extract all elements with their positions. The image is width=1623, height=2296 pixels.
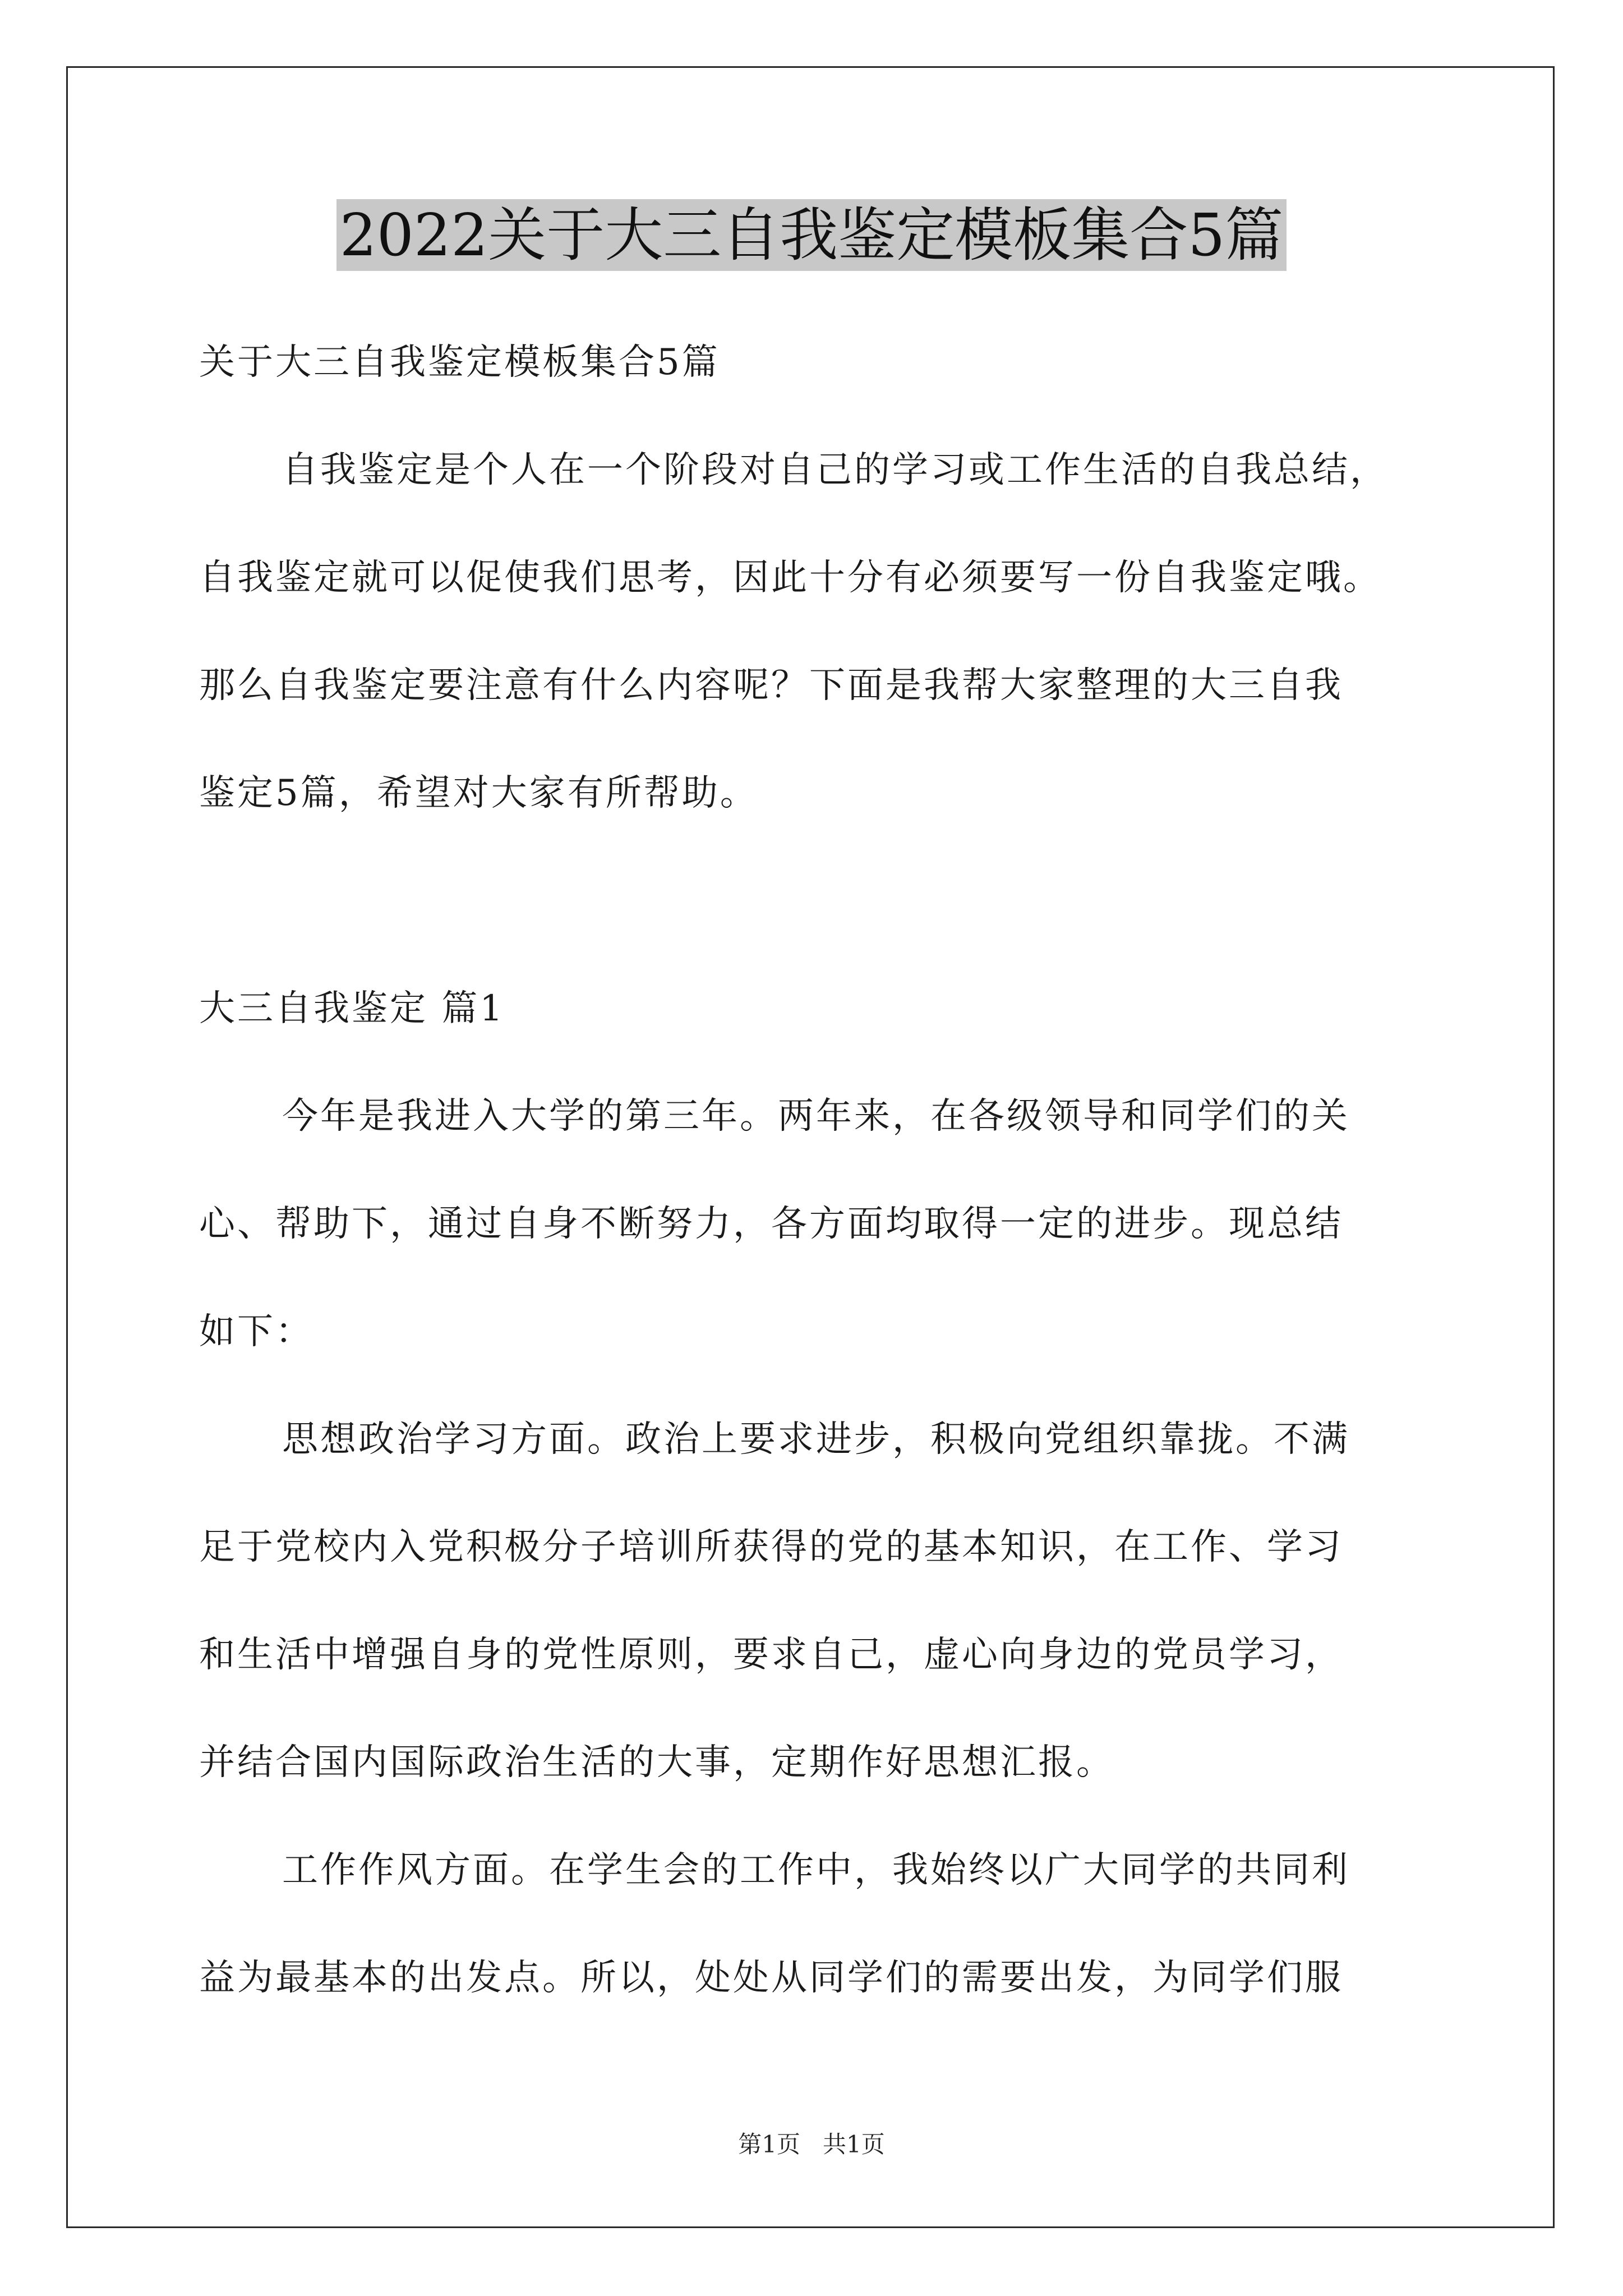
paragraph-line: 思想政治学习方面。政治上要求进步，积极向党组织靠拢。不满	[282, 1419, 1350, 1460]
page-number-label: 第1页 共1页	[738, 2131, 885, 2158]
blank-line	[199, 847, 1433, 955]
document-body	[199, 309, 1433, 2032]
paragraph-line: 今年是我进入大学的第三年。两年来，在各级领导和同学们的关	[282, 1096, 1350, 1137]
page-footer	[0, 2129, 1623, 2160]
paragraph-line: 自我鉴定是个人在一个阶段对自己的学习或工作生活的自我总结，	[282, 449, 1388, 491]
document-title: 2022关于大三自我鉴定模板集合5篇	[336, 199, 1287, 271]
subtitle-line: 关于大三自我鉴定模板集合5篇	[199, 342, 720, 383]
title-wrap	[0, 199, 1623, 271]
paragraph-line: 心、帮助下，通过自身不断努力，各方面均取得一定的进步。现总结	[199, 1203, 1343, 1245]
paragraph-line: 并结合国内国际政治生活的大事，定期作好思想汇报。	[199, 1742, 1114, 1783]
paragraph-line: 足于党校内入党积极分子培训所获得的党的基本知识，在工作、学习	[199, 1526, 1343, 1568]
paragraph-line: 那么自我鉴定要注意有什么内容呢？下面是我帮大家整理的大三自我	[199, 665, 1343, 706]
paragraph-line: 益为最基本的出发点。所以，处处从同学们的需要出发，为同学们服	[199, 1957, 1343, 1999]
paragraph-line: 自我鉴定就可以促使我们思考，因此十分有必须要写一份自我鉴定哦。	[199, 557, 1381, 599]
paragraph-line: 工作作风方面。在学生会的工作中，我始终以广大同学的共同利	[282, 1849, 1350, 1891]
paragraph-line: 鉴定5篇，希望对大家有所帮助。	[199, 772, 758, 814]
paragraph-line: 和生活中增强自身的党性原则，要求自己，虚心向身边的党员学习，	[199, 1634, 1343, 1676]
section-heading: 大三自我鉴定 篇1	[199, 988, 505, 1029]
paragraph-line: 如下：	[199, 1311, 313, 1352]
